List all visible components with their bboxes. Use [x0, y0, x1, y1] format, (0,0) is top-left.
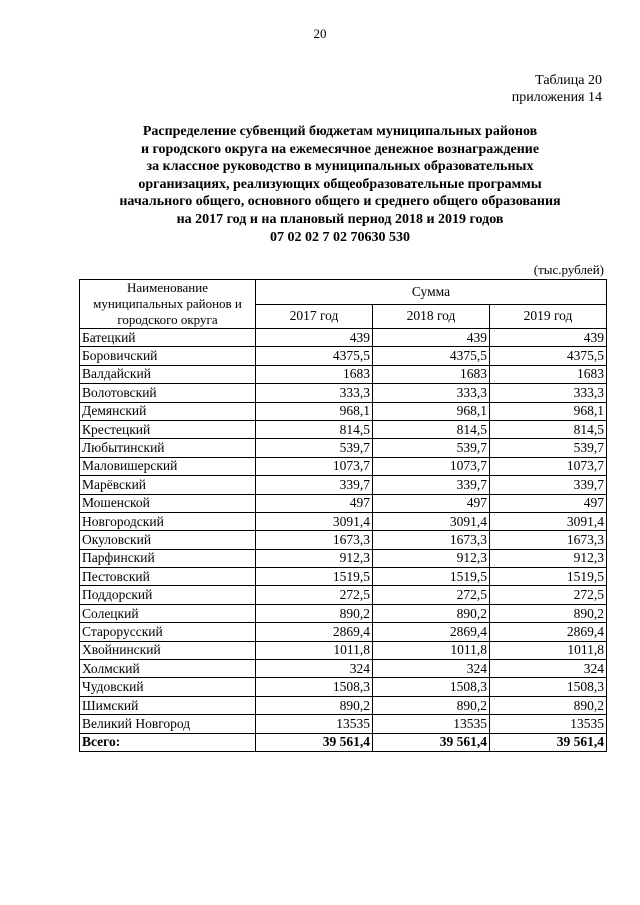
amount-cell: 968,1 — [490, 402, 607, 420]
table-row — [80, 439, 607, 457]
amount-cell: 2869,4 — [490, 623, 607, 641]
amount-cell: 272,5 — [373, 586, 490, 604]
total-label: Всего: — [80, 733, 256, 751]
document-title — [60, 123, 620, 246]
amount-cell: 333,3 — [490, 384, 607, 402]
table-row — [80, 660, 607, 678]
district-name: Чудовский — [80, 678, 256, 696]
amount-cell: 912,3 — [373, 549, 490, 567]
amount-cell: 968,1 — [373, 402, 490, 420]
district-name: Демянский — [80, 402, 256, 420]
table-row — [80, 402, 607, 420]
amount-cell: 539,7 — [256, 439, 373, 457]
appendix-reference-line: приложения 14 — [511, 90, 602, 105]
amount-cell: 539,7 — [373, 439, 490, 457]
amount-cell: 1011,8 — [373, 641, 490, 659]
amount-cell: 890,2 — [256, 696, 373, 714]
table-row — [80, 604, 607, 622]
district-name: Холмский — [80, 660, 256, 678]
amount-cell: 439 — [373, 329, 490, 347]
amount-cell: 1073,7 — [373, 457, 490, 475]
amount-cell: 539,7 — [490, 439, 607, 457]
amount-cell: 497 — [373, 494, 490, 512]
amount-cell: 339,7 — [373, 476, 490, 494]
amount-cell: 4375,5 — [490, 347, 607, 365]
amount-cell: 890,2 — [256, 604, 373, 622]
amount-cell: 890,2 — [373, 696, 490, 714]
district-name: Валдайский — [80, 365, 256, 383]
table-row — [80, 494, 607, 512]
amount-cell: 13535 — [373, 715, 490, 733]
amount-cell: 1673,3 — [373, 531, 490, 549]
title-line: и городского округа на ежемесячное денежное вознаграждение — [140, 141, 540, 157]
district-name: Великий Новгород — [80, 715, 256, 733]
district-name: Поддорский — [80, 586, 256, 604]
amount-cell: 3091,4 — [490, 512, 607, 530]
table-body — [80, 329, 607, 752]
header-name-line: муниципальных районов и — [93, 296, 242, 311]
amount-cell: 1508,3 — [490, 678, 607, 696]
column-header-name — [80, 280, 256, 329]
total-amount: 39 561,4 — [373, 733, 490, 751]
table-row — [80, 365, 607, 383]
title-line: организациях, реализующих общеобразовательные программы — [138, 176, 542, 192]
column-header-year: 2017 год — [256, 304, 373, 329]
district-name: Мошенской — [80, 494, 256, 512]
amount-cell: 13535 — [256, 715, 373, 733]
table-row — [80, 420, 607, 438]
district-name: Волотовский — [80, 384, 256, 402]
district-name: Солецкий — [80, 604, 256, 622]
title-line: на 2017 год и на плановый период 2018 и 2019 годов — [176, 211, 504, 227]
table-row — [80, 384, 607, 402]
table-row — [80, 623, 607, 641]
title-line: начального общего, основного общего и среднего общего образования — [119, 194, 561, 210]
table-row — [80, 512, 607, 530]
amount-cell: 4375,5 — [373, 347, 490, 365]
amount-cell: 324 — [256, 660, 373, 678]
amount-cell: 333,3 — [256, 384, 373, 402]
table-row — [80, 457, 607, 475]
amount-cell: 333,3 — [373, 384, 490, 402]
amount-cell: 339,7 — [490, 476, 607, 494]
column-header-sum: Сумма — [256, 280, 607, 305]
table-reference-line: Таблица 20 — [535, 73, 602, 88]
amount-cell: 339,7 — [256, 476, 373, 494]
district-name: Окуловский — [80, 531, 256, 549]
amount-cell: 1673,3 — [490, 531, 607, 549]
amount-cell: 272,5 — [256, 586, 373, 604]
amount-cell: 497 — [256, 494, 373, 512]
amount-cell: 272,5 — [490, 586, 607, 604]
table-total-row — [80, 733, 607, 751]
amount-cell: 1673,3 — [256, 531, 373, 549]
amount-cell: 1073,7 — [256, 457, 373, 475]
amount-cell: 1519,5 — [256, 568, 373, 586]
amount-cell: 814,5 — [256, 420, 373, 438]
table-row — [80, 568, 607, 586]
district-name: Шимский — [80, 696, 256, 714]
amount-cell: 968,1 — [256, 402, 373, 420]
district-name: Маловишерский — [80, 457, 256, 475]
amount-cell: 1683 — [490, 365, 607, 383]
amount-cell: 1011,8 — [256, 641, 373, 659]
subsidy-table — [79, 279, 607, 752]
district-name: Марёвский — [80, 476, 256, 494]
total-amount: 39 561,4 — [256, 733, 373, 751]
amount-cell: 324 — [490, 660, 607, 678]
table-row — [80, 476, 607, 494]
title-line: Распределение субвенций бюджетам муниципальных районов — [142, 124, 538, 139]
amount-cell: 1011,8 — [490, 641, 607, 659]
district-name: Боровичский — [80, 347, 256, 365]
table-row — [80, 329, 607, 347]
district-name: Новгородский — [80, 512, 256, 530]
district-name: Любытинский — [80, 439, 256, 457]
column-header-year: 2018 год — [373, 304, 490, 329]
amount-cell: 4375,5 — [256, 347, 373, 365]
budget-code-line: 07 02 02 7 02 70630 530 — [270, 229, 410, 245]
amount-cell: 2869,4 — [256, 623, 373, 641]
amount-cell: 3091,4 — [373, 512, 490, 530]
table-row — [80, 678, 607, 696]
amount-cell: 1683 — [256, 365, 373, 383]
header-name-line: Наименование — [127, 280, 208, 295]
column-header-year: 2019 год — [490, 304, 607, 329]
amount-cell: 1519,5 — [373, 568, 490, 586]
amount-cell: 439 — [490, 329, 607, 347]
amount-cell: 13535 — [490, 715, 607, 733]
amount-cell: 3091,4 — [256, 512, 373, 530]
amount-cell: 324 — [373, 660, 490, 678]
amount-cell: 439 — [256, 329, 373, 347]
amount-cell: 1508,3 — [256, 678, 373, 696]
amount-cell: 1508,3 — [373, 678, 490, 696]
district-name: Хвойнинский — [80, 641, 256, 659]
amount-cell: 890,2 — [490, 604, 607, 622]
table-row — [80, 549, 607, 567]
amount-cell: 1683 — [373, 365, 490, 383]
table-row — [80, 715, 607, 733]
amount-cell: 1519,5 — [490, 568, 607, 586]
district-name: Пестовский — [80, 568, 256, 586]
amount-cell: 814,5 — [373, 420, 490, 438]
table-row — [80, 531, 607, 549]
amount-cell: 890,2 — [490, 696, 607, 714]
table-row — [80, 641, 607, 659]
amount-cell: 2869,4 — [373, 623, 490, 641]
table-row — [80, 696, 607, 714]
amount-cell: 912,3 — [490, 549, 607, 567]
district-name: Крестецкий — [80, 420, 256, 438]
title-line: за классное руководство в муниципальных образовательных — [146, 159, 534, 175]
amount-cell: 890,2 — [373, 604, 490, 622]
amount-cell: 814,5 — [490, 420, 607, 438]
district-name: Парфинский — [80, 549, 256, 567]
district-name: Старорусский — [80, 623, 256, 641]
district-name: Батецкий — [80, 329, 256, 347]
amount-cell: 497 — [490, 494, 607, 512]
table-row — [80, 347, 607, 365]
total-amount: 39 561,4 — [490, 733, 607, 751]
amount-cell: 1073,7 — [490, 457, 607, 475]
header-name-line: городского округа — [117, 312, 218, 327]
table-row — [80, 586, 607, 604]
page-number: 20 — [313, 26, 327, 41]
units-label: (тыс.рублей) — [533, 262, 604, 277]
table-reference — [512, 72, 602, 106]
amount-cell: 912,3 — [256, 549, 373, 567]
